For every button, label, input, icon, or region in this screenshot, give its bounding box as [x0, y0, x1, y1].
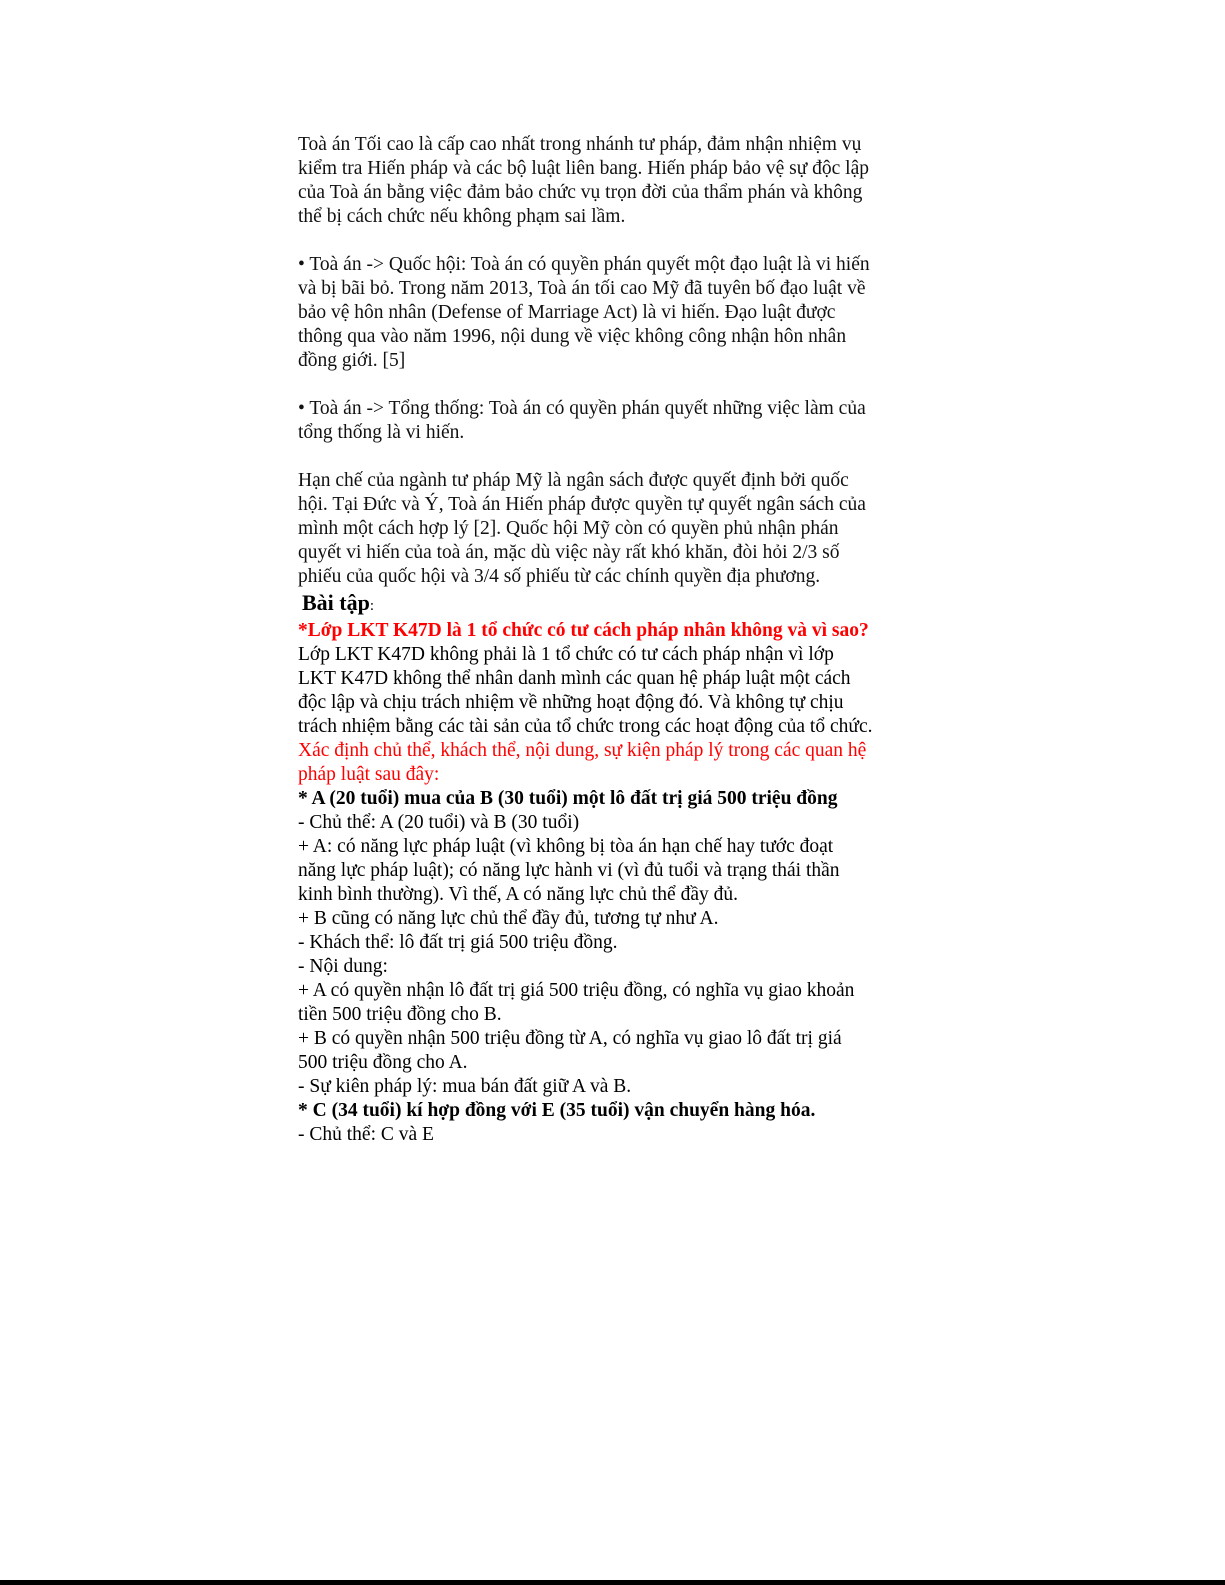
exercise-heading-text: Bài tập — [302, 590, 370, 615]
paragraph-gap — [298, 229, 918, 253]
document-content — [298, 133, 918, 1147]
case-1-line: - Nội dung: — [298, 956, 388, 977]
case-1-line: + A: có năng lực pháp luật (vì không bị tòa án hạn chế hay tước đoạt năng lực pháp luật); có năng lực hành vi (vì đủ tuổi và trạng thái thần kinh bình thường). Vì thế, A có năng lực chủ thể đầy đủ. — [298, 836, 840, 905]
case-1-line: + B cũng có năng lực chủ thể đầy đủ, tương tự như A. — [298, 908, 719, 929]
page-bottom-border — [0, 1580, 1225, 1585]
paragraph-gap — [298, 445, 918, 469]
case-1-line: - Khách thể: lô đất trị giá 500 triệu đồng. — [298, 932, 618, 953]
paragraph-court-vs-president: • Toà án -> Tổng thống: Toà án có quyền phán quyết những việc làm của tổng thống là vi hiến. — [298, 398, 866, 443]
exercise-heading-colon: : — [369, 598, 375, 614]
case-2-line: - Chủ thể: C và E — [298, 1124, 434, 1145]
case-1-line: - Chủ thể: A (20 tuổi) và B (30 tuổi) — [298, 812, 580, 833]
case-1-line: + A có quyền nhận lô đất trị giá 500 triệu đồng, có nghĩa vụ giao khoản tiền 500 triệu đồng cho B. — [298, 980, 855, 1025]
paragraph-supreme-court: Toà án Tối cao là cấp cao nhất trong nhánh tư pháp, đảm nhận nhiệm vụ kiểm tra Hiến pháp và các bộ luật liên bang. Hiến pháp bảo vệ sự độc lập của Toà án bằng việc đảm bảo chức vụ trọn đời của thẩm phán và không thể bị cách chức nếu không phạm sai lầm. — [298, 134, 870, 227]
paragraph-court-vs-congress: • Toà án -> Quốc hội: Toà án có quyền phán quyết một đạo luật là vi hiến và bị bãi bỏ. Trong năm 2013, Toà án tối cao Mỹ đã tuyên bố đạo luật về bảo vệ hôn nhân (Defense of Marriage Act) là vi hiến. Đạo luật được thông qua vào năm 1996, nội dung về việc không công nhận hôn nhân đồng giới. [5] — [298, 254, 870, 371]
paragraph-judiciary-limits: Hạn chế của ngành tư pháp Mỹ là ngân sách được quyết định bởi quốc hội. Tại Đức và Ý, Toà án Hiến pháp được quyền tự quyết ngân sách của mình một cách hợp lý [2]. Quốc hội Mỹ còn có quyền phủ nhận phán quyết vi hiến của toà án, mặc dù việc này rất khó khăn, đòi hỏi 2/3 số phiếu của quốc hội và 3/4 số phiếu từ các chính quyền địa phương. — [298, 470, 866, 587]
case-1-line: - Sự kiên pháp lý: mua bán đất giữ A và B. — [298, 1076, 632, 1097]
case-1-line: + B có quyền nhận 500 triệu đồng từ A, có nghĩa vụ giao lô đất trị giá 500 triệu đồng cho A. — [298, 1028, 842, 1073]
case-1-title: * A (20 tuổi) mua của B (30 tuổi) một lô đất trị giá 500 triệu đồng — [298, 788, 838, 809]
exercise-heading — [302, 590, 918, 619]
question-1: *Lớp LKT K47D là 1 tổ chức có tư cách pháp nhân không và vì sao? — [298, 620, 869, 641]
question-2: Xác định chủ thể, khách thể, nội dung, sự kiện pháp lý trong các quan hệ pháp luật sau đây: — [298, 740, 867, 785]
paragraph-gap — [298, 373, 918, 397]
answer-1: Lớp LKT K47D không phải là 1 tổ chức có tư cách pháp nhận vì lớp LKT K47D không thể nhân danh mình các quan hệ pháp luật một cách độc lập và chịu trách nhiệm về những hoạt động đó. Và không tự chịu trách nhiệm bằng các tài sản của tổ chức trong các hoạt động của tổ chức. — [298, 644, 873, 737]
case-2-title: * C (34 tuổi) kí hợp đồng với E (35 tuổi) vận chuyển hàng hóa. — [298, 1100, 816, 1121]
